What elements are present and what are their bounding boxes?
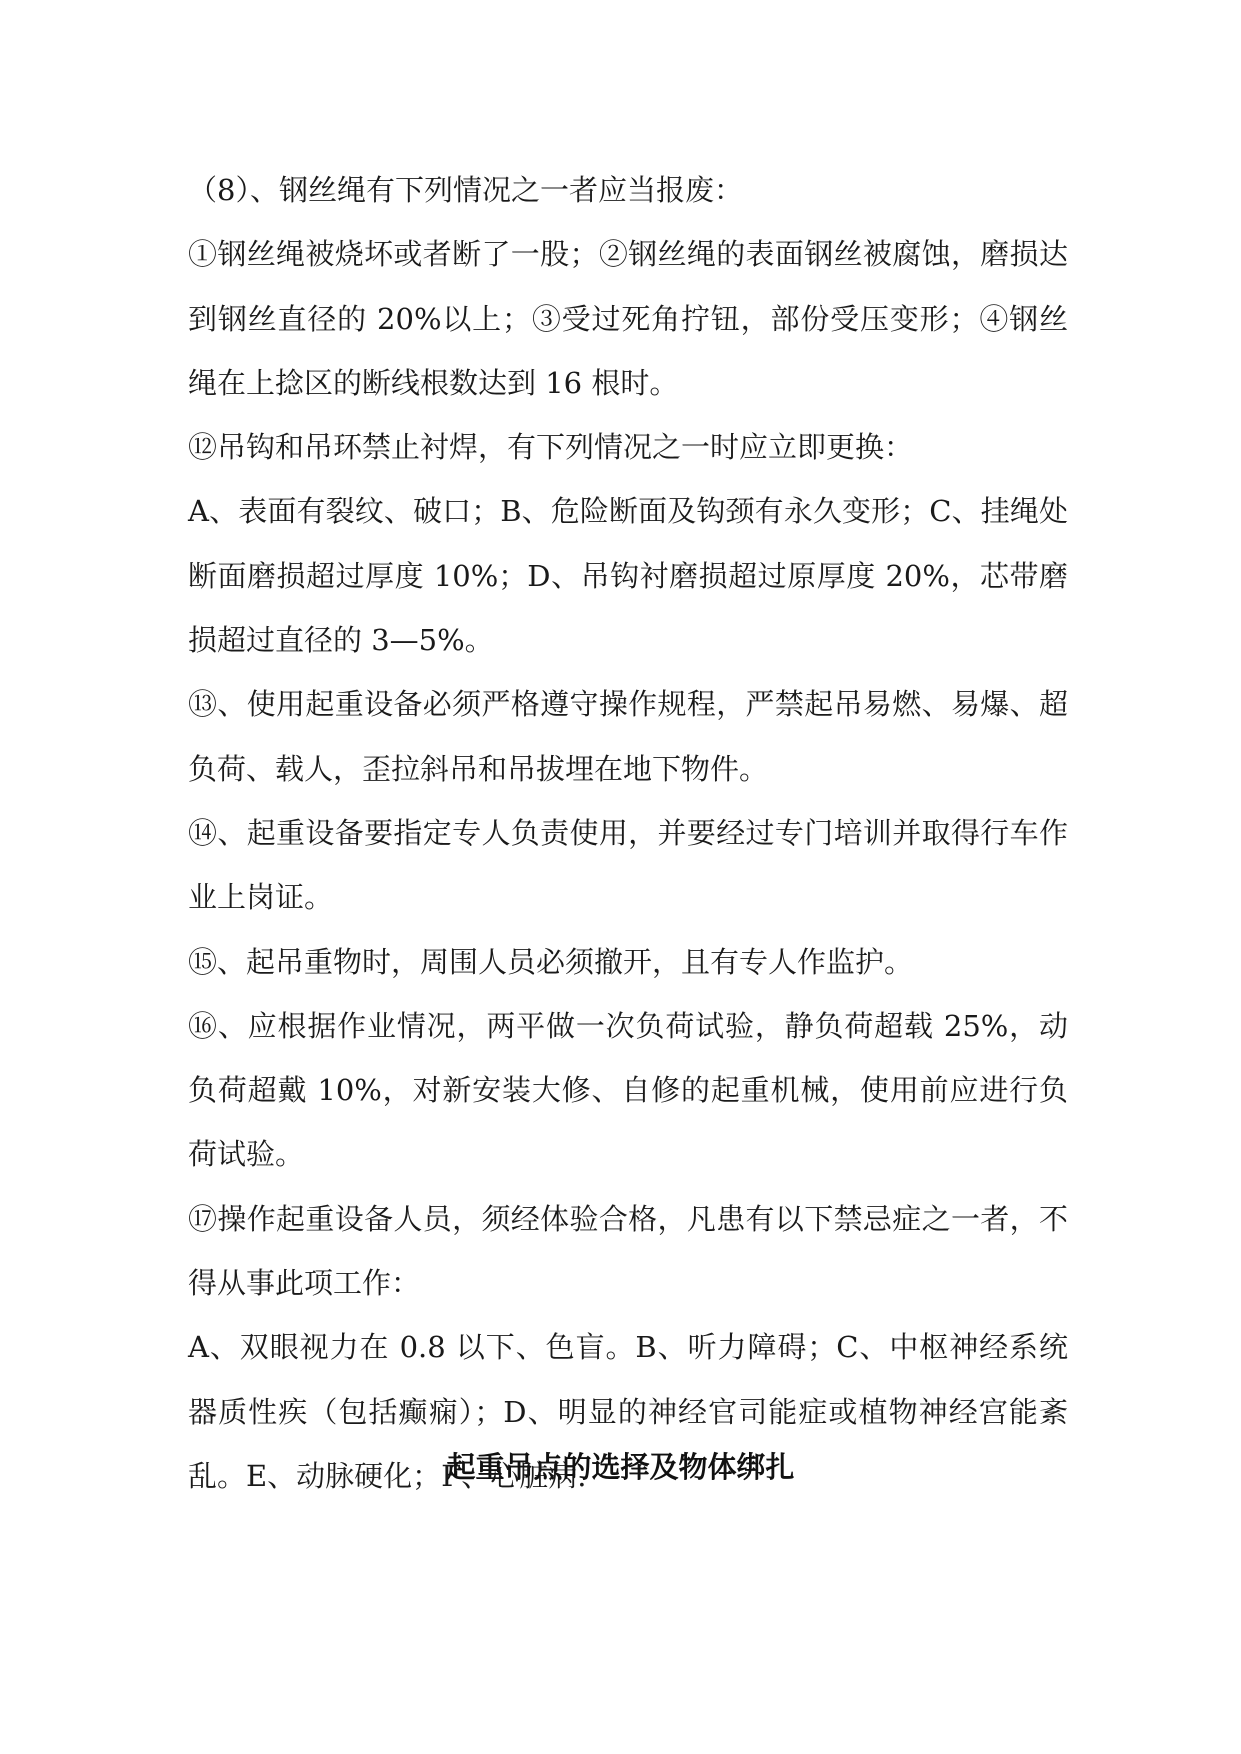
paragraph-hook-replacement: ⑫吊钩和吊环禁止衬焊，有下列情况之一时应立即更换： [188, 430, 914, 465]
section-heading: 起重吊点的选择及物体绑扎 [446, 1450, 795, 1484]
document-body [188, 158, 1068, 1508]
paragraph-load-test: ⑯、应根据作业情况，两平做一次负荷试验，静负荷超载 25%，动负荷超戴 10%，对新安装大修、自修的起重机械，使用前应进行负荷试验。 [188, 1008, 1068, 1172]
paragraph-wire-rope-scrap: （8）、钢丝绳有下列情况之一者应当报废： [188, 173, 743, 207]
paragraph-contraindications: A、双眼视力在 0.8 以下、色盲。B、听力障碍；C、中枢神经系统器质性疾（包括癫痫）；D、明显的神经官司能症或植物神经宫能紊乱。E、动脉硬化；F、心脏病. [188, 1330, 1068, 1493]
paragraph-operator-health: ⑰操作起重设备人员，须经体验合格，凡患有以下禁忌症之一者，不得从事此项工作： [188, 1201, 1068, 1301]
paragraph-wire-rope-conditions: ①钢丝绳被烧坏或者断了一股；②钢丝绳的表面钢丝被腐蚀，磨损达到钢丝直径的 20%以上；③受过死角拧钮，部份受压变形；④钢丝绳在上捻区的断线根数达到 16 根时。 [188, 237, 1068, 400]
paragraph-hook-conditions: A、表面有裂纹、破口；B、危险断面及钩颈有永久变形；C、挂绳处断面磨损超过厚度 10%；D、吊钩衬磨损超过原厚度 20%，芯带磨损超过直径的 3—5%。 [188, 494, 1068, 658]
paragraph-designated-operator: ⑭、起重设备要指定专人负责使用，并要经过专门培训并取得行车作业上岗证。 [188, 815, 1068, 915]
paragraph-operating-rules: ⑬、使用起重设备必须严格遵守操作规程，严禁起吊易燃、易爆、超负荷、载人，歪拉斜吊和吊拔埋在地下物件。 [188, 687, 1068, 786]
paragraph-lifting-supervision: ⑮、起吊重物时，周围人员必须撤开，且有专人作监护。 [188, 944, 914, 979]
